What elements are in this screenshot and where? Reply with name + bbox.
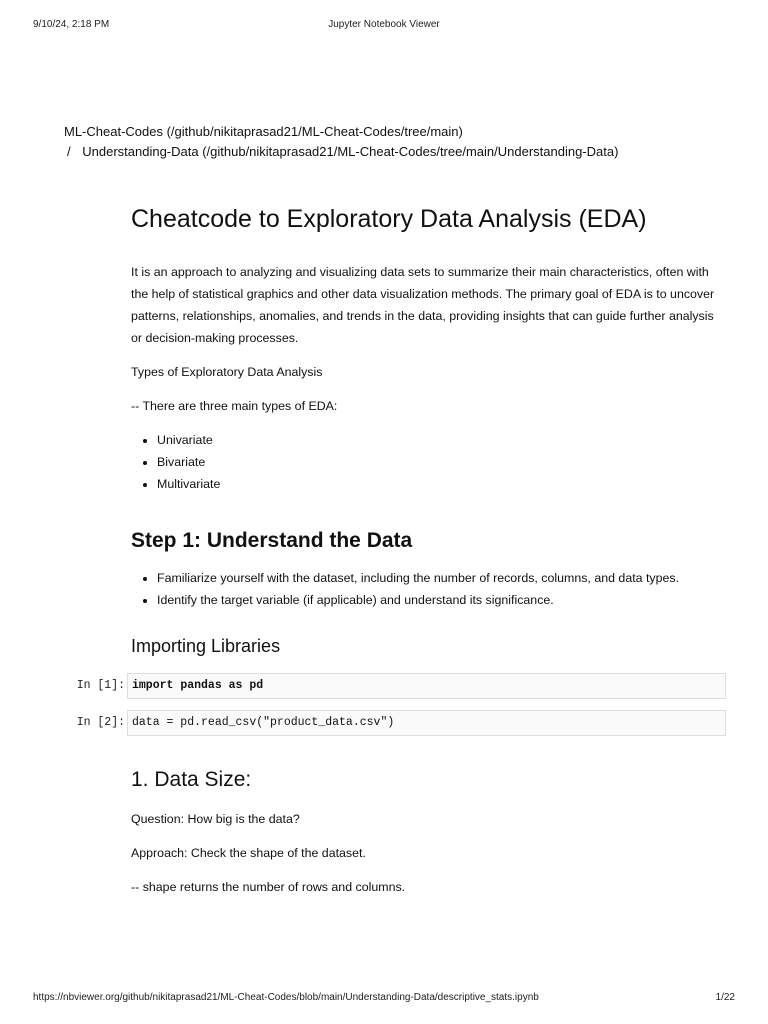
list-item: • Univariate — [157, 429, 721, 451]
list-item: • Familiarize yourself with the dataset, including the number of records, columns, and data types. — [157, 567, 721, 589]
breadcrumb-row-1 — [64, 122, 748, 142]
cell-prompt: In [1]: — [76, 679, 125, 692]
print-title: Jupyter Notebook Viewer — [328, 19, 440, 30]
breadcrumb-row-2 — [64, 142, 748, 162]
shape-description — [131, 876, 721, 898]
code-input[interactable]: data = pd.read_csv("product_data.csv") — [127, 710, 726, 736]
shape-code: shape — [142, 880, 177, 894]
breadcrumb-link-repo[interactable]: ML-Cheat-Codes (/github/nikitaprasad21/ML-Cheat-Codes/tree/main) — [64, 124, 463, 139]
shape-suffix: returns the number of rows and columns. — [176, 880, 406, 894]
code-text: pandas — [173, 679, 229, 692]
list-item: • Multivariate — [157, 473, 721, 495]
shape-prefix: -- — [131, 880, 143, 894]
question-text: Question: How big is the data? — [131, 812, 300, 826]
types-heading: Types of Exploratory Data Analysis — [131, 365, 323, 379]
step1-heading: Step 1: Understand the Data — [131, 529, 413, 552]
breadcrumb-separator: / — [67, 144, 71, 159]
importing-libraries-heading: Importing Libraries — [131, 636, 281, 656]
print-footer — [33, 992, 735, 1006]
data-size-heading: 1. Data Size: — [131, 768, 252, 791]
step1-list — [131, 567, 721, 611]
code-keyword: as — [228, 679, 243, 692]
breadcrumb — [64, 122, 748, 162]
list-item: • Identify the target variable (if applicable) and understand its significance. — [157, 589, 721, 611]
code-cell-2 — [76, 710, 721, 736]
code-keyword: import — [132, 679, 174, 692]
page-number: 1/22 — [715, 992, 735, 1003]
cell-prompt: In [2]: — [76, 716, 125, 729]
print-header — [33, 19, 735, 33]
notebook-title: Cheatcode to Exploratory Data Analysis (EDA) — [131, 205, 647, 233]
intro-paragraph: It is an approach to analyzing and visualizing data sets to summarize their main characteristics, often with the help of statistical graphics and other data visualization methods. The primary goal of EDA is to uncover patterns, relationships, anomalies, and trends in the data, providing insights that can guide further analysis or decision-making processes. — [131, 265, 715, 345]
types-list — [131, 429, 721, 495]
types-intro: -- There are three main types of EDA: — [131, 399, 338, 413]
code-text: pd — [242, 679, 264, 692]
approach-text: Approach: Check the shape of the dataset. — [131, 846, 366, 860]
code-cell-1 — [76, 673, 721, 699]
print-date: 9/10/24, 2:18 PM — [33, 19, 110, 30]
print-url: https://nbviewer.org/github/nikitaprasad21/ML-Cheat-Codes/blob/main/Understanding-Data/descriptive_stats.ipynb — [33, 992, 539, 1003]
code-input[interactable] — [127, 673, 726, 699]
notebook-content — [76, 200, 721, 910]
list-item: • Bivariate — [157, 451, 721, 473]
breadcrumb-link-folder[interactable]: Understanding-Data (/github/nikitaprasad21/ML-Cheat-Codes/tree/main/Understanding-Data) — [82, 144, 619, 159]
